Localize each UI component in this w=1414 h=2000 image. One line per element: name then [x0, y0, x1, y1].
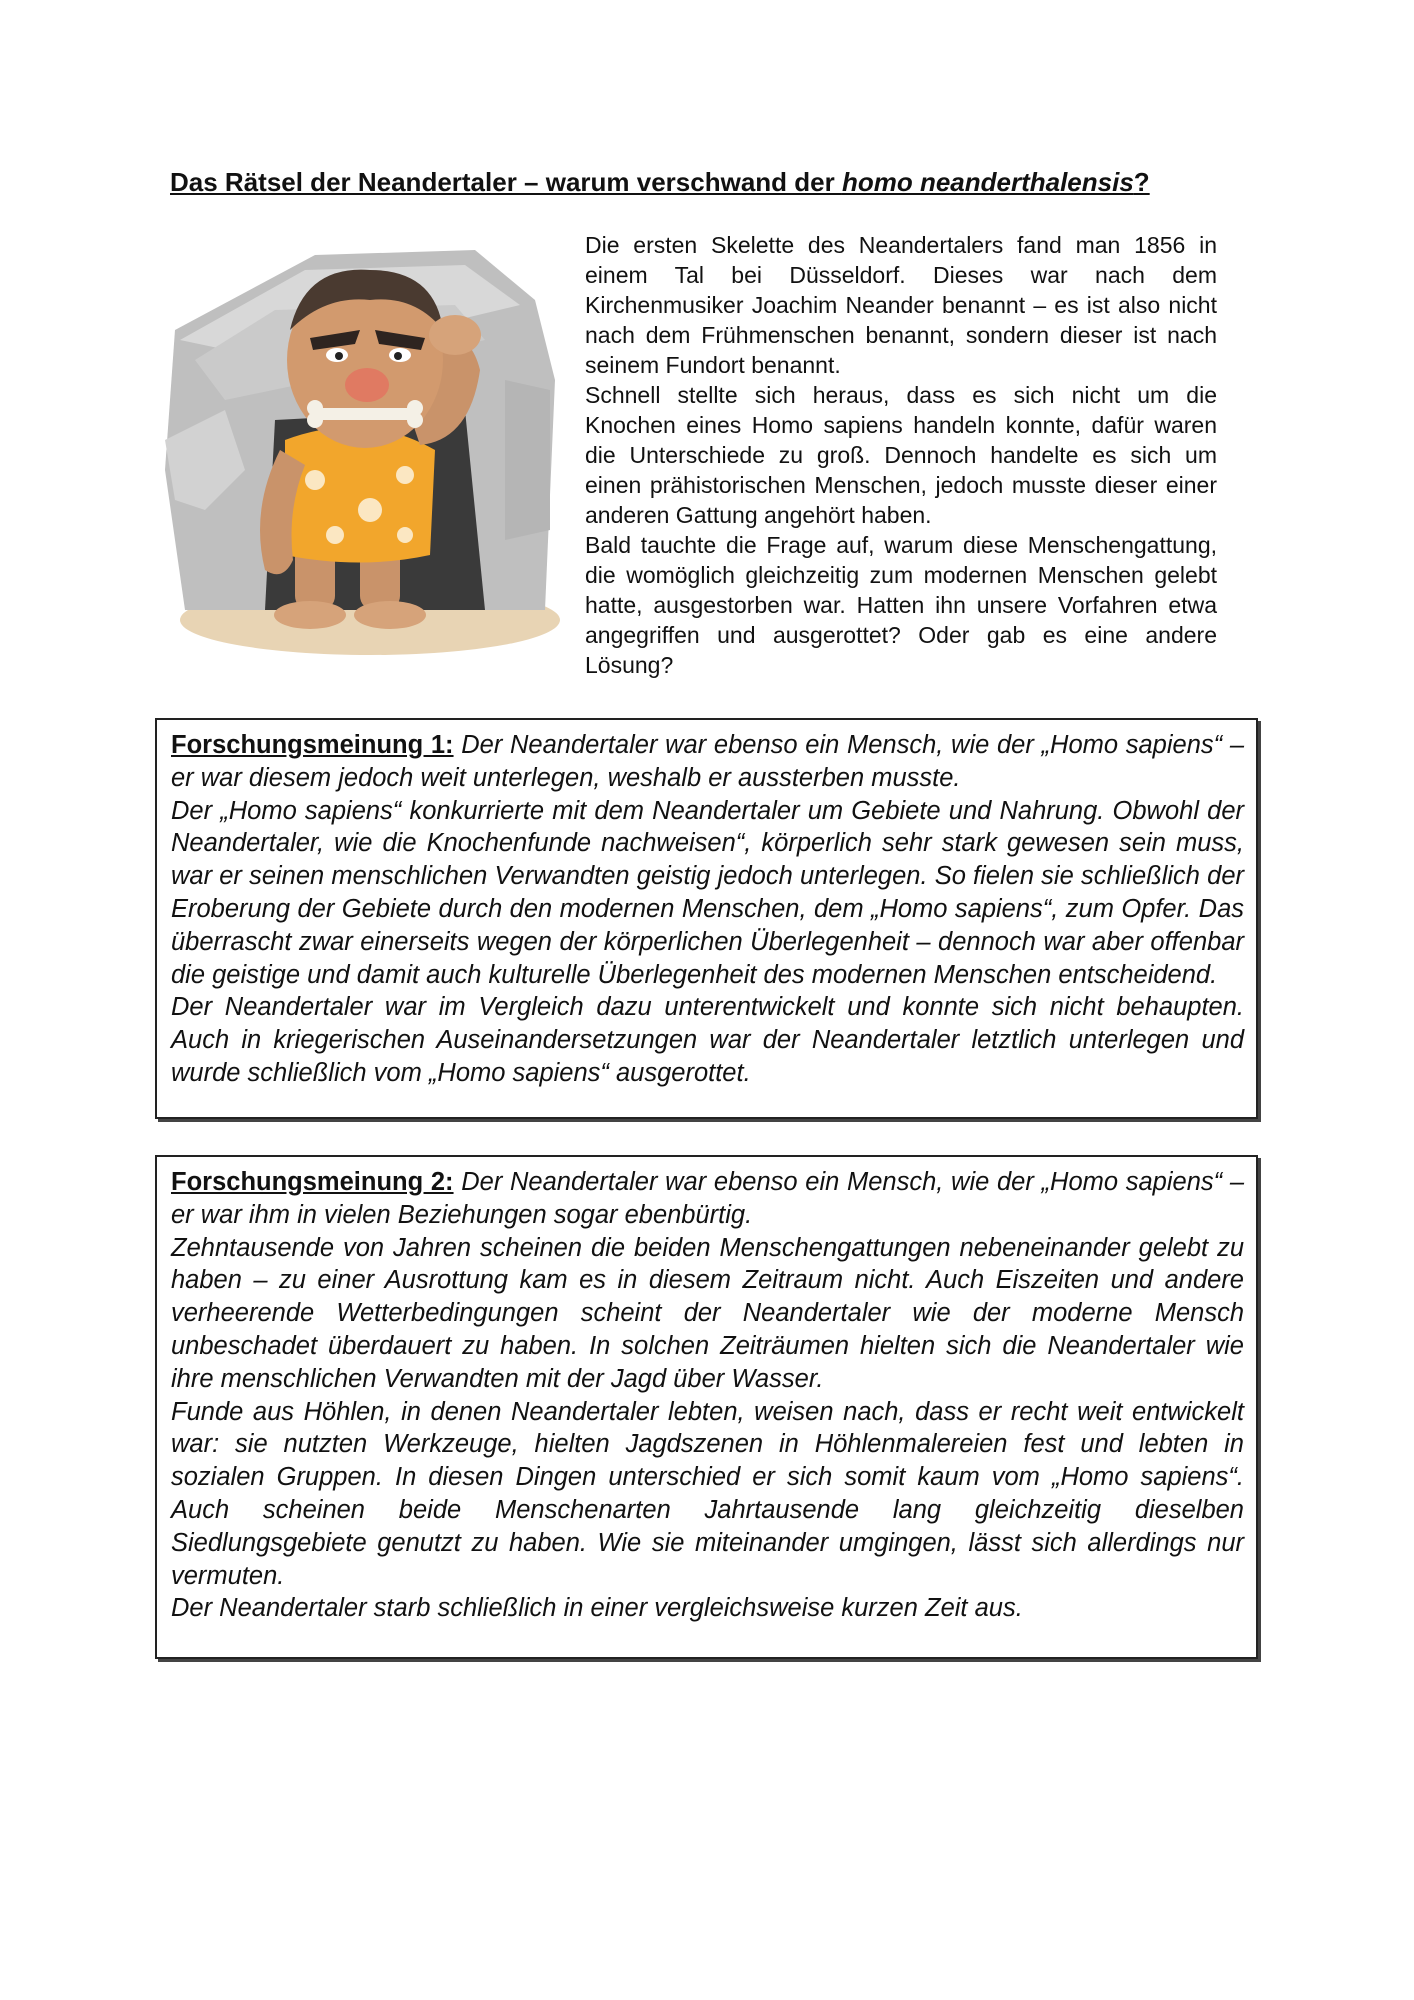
- opinion-2-paragraph-3: Der Neandertaler starb schließlich in einer vergleichsweise kurzen Zeit aus.: [171, 1594, 1023, 1623]
- intro-paragraph-2: Schnell stellte sich heraus, dass es sich nicht um die Knochen eines Homo sapiens handeln konnte, dafür waren die Unterschiede zu groß. Dennoch handelte es sich um einen prähistorischen Menschen, jedoch musste dieser einer anderen Gattung angehört haben.: [585, 382, 1217, 528]
- opinion-2-lead: [171, 1166, 1244, 1232]
- title-prefix: Das Rätsel der Neandertaler – warum verschwand der: [170, 167, 842, 197]
- title-suffix: ?: [1133, 167, 1150, 197]
- opinion-1-paragraph-1: Der „Homo sapiens“ konkurrierte mit dem Neandertaler um Gebiete und Nahrung. Obwohl der Neandertaler, wie die Knochenfunde nachweisen“, körperlich sehr stark gewesen sein muss, war er seinen menschlichen Verwandten geistig jedoch unterlegen. So fielen sie schließlich der Eroberung der Gebiete durch den modernen Menschen, dem „Homo sapiens“, zum Opfer. Das überrascht zwar einerseits wegen der körperlichen Überlegenheit – dennoch war aber offenbar die geistige und damit auch kulturelle Überlegenheit des modernen Menschen entscheidend.: [171, 796, 1244, 989]
- opinion-2-label: Forschungsmeinung 2:: [171, 1168, 454, 1196]
- caveman-cartoon-icon: [165, 210, 565, 670]
- opinion-1-label: Forschungsmeinung 1:: [171, 731, 454, 759]
- title-species: homo neanderthalensis: [841, 167, 1134, 197]
- intro-paragraph-1: Die ersten Skelette des Neandertalers fand man 1856 in einem Tal bei Düsseldorf. Dieses war nach dem Kirchenmusiker Joachim Neander benannt – es ist also nicht nach dem Frühmenschen benannt, sondern dieser ist nach seinem Fundort benannt.: [585, 232, 1217, 378]
- opinion-2-box: [155, 1155, 1258, 1659]
- opinion-1-lead: [171, 729, 1244, 795]
- opinion-1-paragraph-2: Der Neandertaler war im Vergleich dazu unterentwickelt und konnte sich nicht behaupten. Auch in kriegerischen Auseinandersetzungen war der Neandertaler letztlich unterlegen und wurde schließlich vom „Homo sapiens“ ausgerottet.: [171, 993, 1244, 1087]
- opinion-2-paragraph-2: Funde aus Höhlen, in denen Neandertaler lebten, weisen nach, dass er recht weit entwickelt war: sie nutzten Werkzeuge, hielten Jagdszenen in Höhlenmalereien fest und lebten in sozialen Gruppen. In diesen Dingen unterschied er sich somit kaum vom „Homo sapiens“. Auch scheinen beide Menschenarten Jahrtausende lang gleichzeitig dieselben Siedlungsgebiete genutzt zu haben. Wie sie miteinander umgingen, lässt sich allerdings nur vermuten.: [171, 1397, 1244, 1590]
- opinion-1-box: [155, 718, 1258, 1119]
- opinion-1-lead-text: Der Neandertaler war ebenso ein Mensch, wie der „Homo sapiens“ – er war diesem jedoch weit unterlegen, weshalb er aussterben musste.: [171, 731, 1244, 792]
- page-title: [170, 167, 1250, 198]
- intro-paragraph-3: Bald tauchte die Frage auf, warum diese Menschengattung, die womöglich gleichzeitig zum modernen Menschen gelebt hatte, ausgestorben war. Hatten ihn unsere Vorfahren etwa angegriffen und ausgerottet? Oder gab es eine andere Lösung?: [585, 532, 1217, 678]
- opinion-2-lead-text: Der Neandertaler war ebenso ein Mensch, wie der „Homo sapiens“ – er war ihm in vielen Beziehungen sogar ebenbürtig.: [171, 1168, 1244, 1229]
- intro-text: [585, 230, 1217, 680]
- opinion-2-paragraph-1: Zehntausende von Jahren scheinen die beiden Menschengattungen nebeneinander gelebt zu haben – zu einer Ausrottung kam es in diesem Zeitraum nicht. Auch Eiszeiten und andere verheerende Wetterbedingungen scheint der Neandertaler wie der moderne Mensch unbeschadet überdauert zu haben. In solchen Zeiträumen hielten sich die Neandertaler wie ihre menschlichen Verwandten mit der Jagd über Wasser.: [171, 1233, 1244, 1393]
